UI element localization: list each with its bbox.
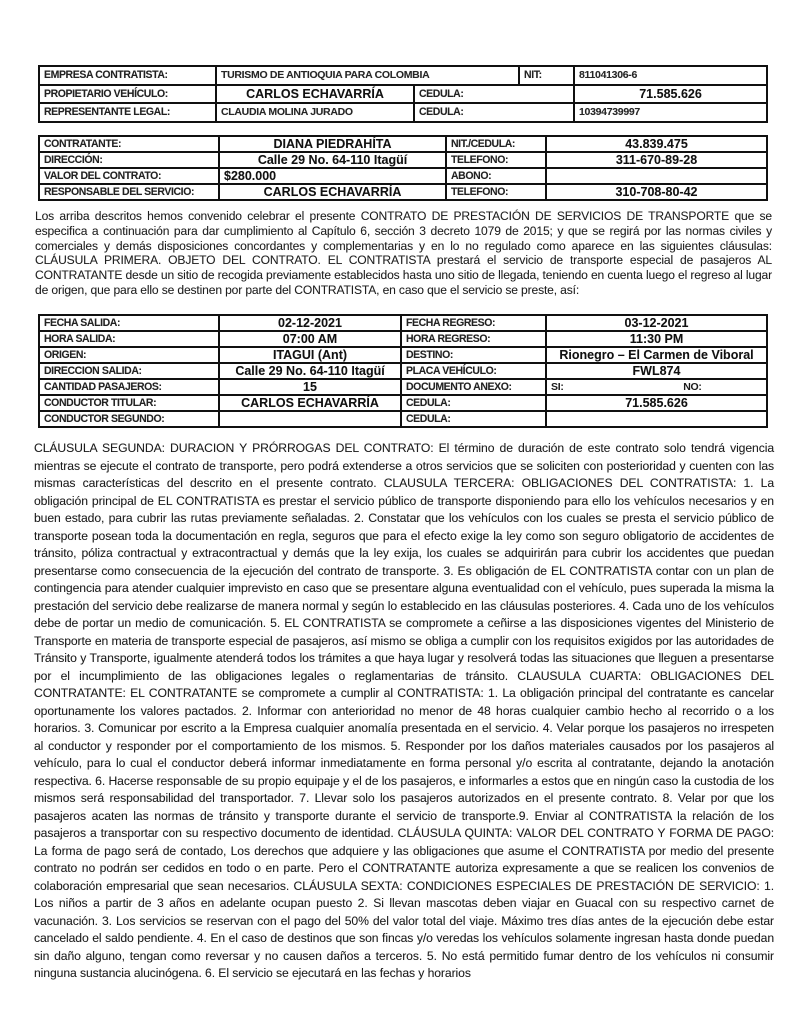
placa-vehiculo-value: FWL874 (546, 363, 767, 379)
table-row (39, 66, 767, 85)
table-row (39, 395, 767, 411)
telefono-value: 310-708-80-42 (546, 184, 767, 200)
documento-anexo-si-label: SI: (551, 381, 564, 393)
documento-anexo-cell (546, 379, 767, 395)
representante-legal-value: CLAUDIA MOLINA JURADO (216, 103, 414, 122)
table-row (39, 85, 767, 104)
clauses-body-text: CLÁUSULA SEGUNDA: DURACION Y PRÓRROGAS DEL CONTRATO: El término de duración de este contrato solo tendrá vigencia mientras se ejecute el contrato de transporte, pero podrá extenderse a otros servicios que se soliciten con posterioridad y cuenten con las mismas características del descrito en el presente contrato. CLAUSULA TERCERA: OBLIGACIONES DEL CONTRATISTA: 1. La obligación principal de EL CONTRATISTA es prestar el servicio público de transporte disponiendo para ello los vehículos necesarios y en buen estado, para cubrir las rutas previamente señaladas. 2. Constatar que los vehículos con los cuales se presta el servicio público de transporte posean toda la documentación en regla, seguros que para el efecto exige la ley como son seguro obligatorio de accidentes de tránsito, póliza contractual y extracontractual y demás que la ley exija, los cuales se adquirirán para cubrir los accidentes que puedan presentarse como consecuencia de la ejecución del contrato de transporte. 3. Es obligación de EL CONTRATISTA contar con un plan de contingencia para atender cualquier imprevisto en caso que se presentare alguna eventualidad con el vehículo, pues superada la misma la prestación del servicio debe realizarse de manera normal y según lo establecido en las cláusulas posteriores. 4. Cada uno de los vehículos debe de portar un medio de comunicación. 5. EL CONTRATISTA se compromete a ceñirse a las disposiciones vigentes del Ministerio de Transporte en materia de transporte especial de pasajeros, así mismo se obliga a cumplir con los requisitos exigidos por las autoridades de Tránsito y Transporte, igualmente atenderá todos los trámites a que haya lugar y resolverá todas las situaciones que lleguen a presentarse por el incumplimiento de las obligaciones legales o reglamentarias de tránsito. CLAUSULA CUARTA: OBLIGACIONES DEL CONTRATANTE: EL CONTRATANTE se compromete a cumplir al CONTRATISTA: 1. La obligación principal del contratante es cancelar oportunamente los valores pactados. 2. Informar con anterioridad no menor de 48 horas cualquier cambio hecho al recorrido o a los horarios. 3. Comunicar por escrito a la Empresa cualquier anomalía presentada en el servicio. 4. Velar porque los pasajeros no irrespeten al conductor y responder por el comportamiento de los mismos. 5. Responder por los daños materiales causados por los pasajeros al vehículo, para lo cual el conductor deberá informar inmediatamente en forma personal y/o escrita al contratante, dejando la anotación respectiva. 6. Hacerse responsable de su propio equipaje y el de los pasajeros, e informarles a estos que en ningún caso la custodia de los mismos será responsabilidad del transportador. 7. Llevar solo los pasajeros autorizados en el presente contrato. 8. Velar por que los pasajeros acaten las normas de tránsito y transporte durante el servicio de transporte.9. Enviar al CONTRATISTA la relación de los pasajeros a transportar con su respectivo documento de identidad. CLÁUSULA QUINTA: VALOR DEL CONTRATO Y FORMA DE PAGO: La forma de pago será de contado, Los derechos que adquiere y las obligaciones que asume el CONTRATISTA por medio del presente contrato no podrán ser cedidos en todo o en parte. Pero el CONTRATANTE autoriza expresamente a que se realicen los convenios de colaboración empresarial que sean necesarios. CLÁUSULA SEXTA: CONDICIONES ESPECIALES DE PRESTACIÓN DE SERVICIO: 1. Los niños a partir de 3 años en adelante ocupan puesto 2. Si llevan mascotas deben viajar en Guacal con su respectivo carnet de vacunación. 3. Los servicios se reservan con el pago del 50% del valor total del viaje. Máximo tres días antes de la ejecución debe estar cancelado el saldo pendiente. 4. En el caso de destinos que son fincas y/o veredas los vehículos solamente ingresan hasta donde puedan sin daño alguno, tengan como reversar y no causen daños a terceros. 5. No está permitido fumar dentro de los vehículos ni consumir ninguna sustancia alucinógena. 6. El servicio se ejecutará en las fechas y horarios (34, 441, 774, 980)
empresa-contratista-value: TURISMO DE ANTIOQUIA PARA COLOMBIA (216, 66, 519, 85)
cantidad-pasajeros-label: CANTIDAD PASAJEROS: (39, 379, 219, 396)
empresa-contratista-label: EMPRESA CONTRATISTA: (39, 66, 216, 85)
cedula-value: 71.585.626 (546, 395, 767, 411)
representante-legal-label: REPRESENTANTE LEGAL: (39, 103, 216, 122)
table-row (39, 411, 767, 427)
conductor-titular-value: CARLOS ECHAVARRÍA (219, 395, 401, 411)
fecha-salida-value: 02-12-2021 (219, 315, 401, 331)
cedula-value: 10394739997 (574, 103, 767, 122)
table-row (39, 103, 767, 122)
contratante-label: CONTRATANTE: (39, 136, 219, 153)
fecha-regreso-value: 03-12-2021 (546, 315, 767, 331)
table-row (39, 136, 767, 152)
responsable-servicio-label: RESPONSABLE DEL SERVICIO: (39, 184, 219, 201)
contratante-table (38, 135, 768, 201)
cedula-label: CEDULA: (414, 103, 574, 122)
propietario-vehiculo-value: CARLOS ECHAVARRÍA (216, 85, 414, 104)
abono-label: ABONO: (446, 168, 546, 185)
table-row (39, 379, 767, 395)
hora-salida-label: HORA SALIDA: (39, 331, 219, 348)
direccion-label: DIRECCIÓN: (39, 152, 219, 169)
placa-vehiculo-label: PLACA VEHÍCULO: (401, 363, 546, 380)
intro-paragraph: Los arriba descritos hemos convenido celebrar el presente CONTRATO DE PRESTACIÓN DE SERVICIOS DE TRANSPORTE que se especifica a continuación para dar cumplimiento al Capítulo 6, sección 3 decreto 1079 de 2015; y que se regirá por las normas civiles y comerciales y demás disposiciones concordantes y complementarias y en lo no regulado como aparece en las siguientes cláusulas: CLÁUSULA PRIMERA. OBJETO DEL CONTRATO. EL CONTRATISTA prestará el servicio de transporte especial de pasajeros AL CONTRATANTE desde un sitio de recogida previamente establecidos hasta uno sitio de llegada, teniendo en cuenta luego el regreso al lugar de origen, que para ello se destinen por parte del CONTRATISTA, en caso que el servicio se preste, así: (35, 209, 772, 297)
contratista-table (38, 65, 768, 123)
fecha-regreso-label: FECHA REGRESO: (401, 315, 546, 332)
hora-regreso-label: HORA REGRESO: (401, 331, 546, 348)
cedula-label: CEDULA: (414, 84, 574, 103)
nit-cedula-label: NIT./CEDULA: (446, 136, 546, 153)
hora-regreso-value: 11:30 PM (546, 331, 767, 347)
hora-salida-value: 07:00 AM (219, 331, 401, 347)
valor-contrato-value: $280.000 (219, 168, 446, 184)
propietario-vehiculo-label: PROPIETARIO VEHÍCULO: (39, 84, 216, 103)
destino-label: DESTINO: (401, 347, 546, 364)
cedula-label: CEDULA: (401, 395, 546, 412)
origen-value: ITAGUI (Ant) (219, 347, 401, 363)
responsable-servicio-value: CARLOS ECHAVARRÍA (219, 184, 446, 200)
contratante-value: DIANA PIEDRAHÍTA (219, 136, 446, 152)
cedula-value (546, 411, 767, 427)
conductor-titular-label: CONDUCTOR TITULAR: (39, 395, 219, 412)
nit-value: 811041306-6 (574, 66, 767, 85)
abono-value (546, 168, 767, 184)
fecha-salida-label: FECHA SALIDA: (39, 315, 219, 332)
nit-label: NIT: (519, 66, 574, 85)
table-row (39, 347, 767, 363)
documento-anexo-label: DOCUMENTO ANEXO: (401, 379, 546, 396)
valor-contrato-label: VALOR DEL CONTRATO: (39, 168, 219, 185)
table-row (39, 184, 767, 200)
telefono-label: TELEFONO: (446, 152, 546, 169)
servicio-table (38, 314, 768, 428)
telefono-value: 311-670-89-28 (546, 152, 767, 168)
nit-cedula-value: 43.839.475 (546, 136, 767, 152)
table-row (39, 363, 767, 379)
cantidad-pasajeros-value: 15 (219, 379, 401, 395)
table-row (39, 152, 767, 168)
origen-label: ORIGEN: (39, 347, 219, 364)
table-row (39, 315, 767, 331)
telefono-label: TELEFONO: (446, 184, 546, 201)
destino-value: Rionegro – El Carmen de Viboral (546, 347, 767, 363)
conductor-segundo-value (219, 411, 401, 427)
table-row (39, 168, 767, 184)
conductor-segundo-label: CONDUCTOR SEGUNDO: (39, 411, 219, 427)
documento-anexo-no-label: NO: (683, 381, 702, 393)
direccion-salida-label: DIRECCION SALIDA: (39, 363, 219, 380)
cedula-label: CEDULA: (401, 411, 546, 427)
cedula-value: 71.585.626 (574, 85, 767, 104)
table-row (39, 331, 767, 347)
direccion-salida-value: Calle 29 No. 64-110 Itagüí (219, 363, 401, 379)
direccion-value: Calle 29 No. 64-110 Itagüí (219, 152, 446, 168)
